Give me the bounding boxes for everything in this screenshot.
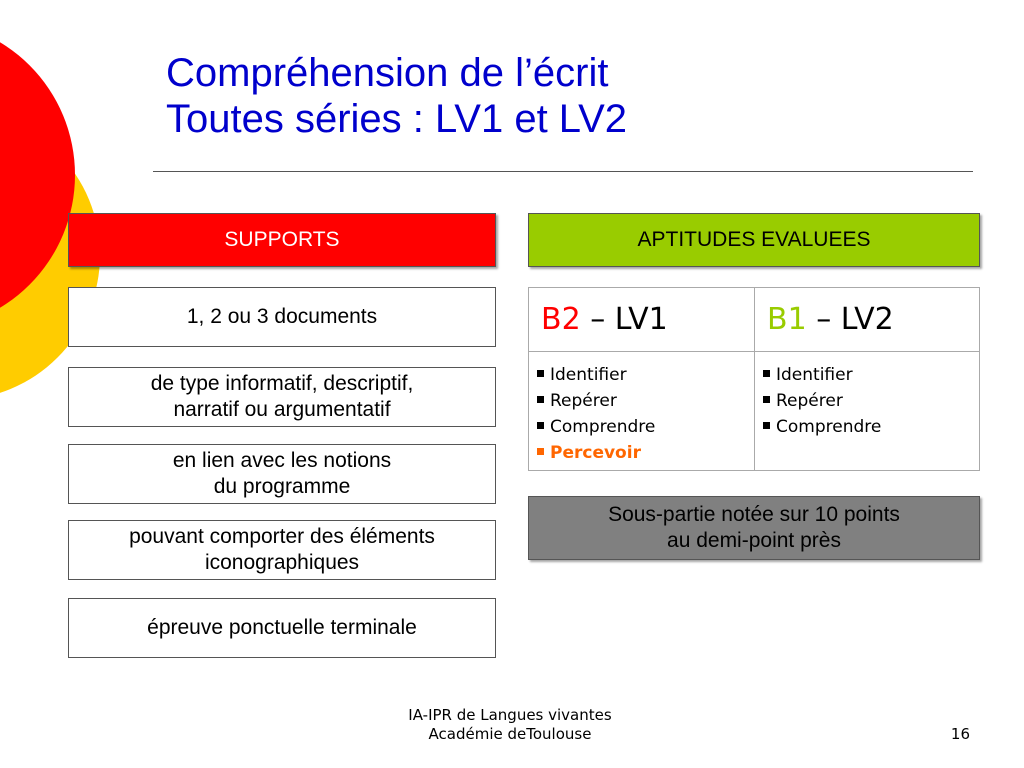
bullet-icon (537, 448, 544, 455)
bullet-icon (763, 396, 770, 403)
aptitudes-column-lv2 (755, 288, 979, 470)
language-label-lv1: – LV1 (580, 302, 668, 337)
support-item-text: 1, 2 ou 3 documents (186, 305, 378, 328)
list-item-text: Repérer (776, 391, 843, 411)
language-label-lv2: – LV2 (806, 302, 894, 337)
slide-title-line-2: Toutes séries : LV1 et LV2 (166, 97, 627, 141)
bullet-icon (763, 422, 770, 429)
footer-academy: Académie deToulouse (428, 725, 592, 743)
slide-title (166, 50, 627, 142)
support-item-text: en lien avec les notions (172, 449, 392, 472)
list-item-text: Identifier (550, 365, 627, 385)
footer-organization: IA-IPR de Langues vivantes (408, 706, 612, 724)
supports-header (68, 213, 496, 267)
list-item-text: Percevoir (550, 443, 641, 463)
list-item (763, 388, 979, 414)
support-item-documents (68, 287, 496, 347)
aptitudes-list-lv2 (755, 352, 979, 440)
aptitudes-column-lv1 (529, 288, 755, 470)
list-item-text: Comprendre (550, 417, 656, 437)
support-item-text: épreuve ponctuelle terminale (147, 616, 417, 639)
bullet-icon (537, 370, 544, 377)
support-item-text: du programme (213, 475, 351, 498)
list-item (763, 362, 979, 388)
list-item-highlighted (537, 440, 754, 466)
aptitudes-list-lv1 (529, 352, 754, 466)
supports-header-label: SUPPORTS (224, 228, 340, 251)
bullet-icon (763, 370, 770, 377)
support-item-terminal (68, 598, 496, 658)
support-item-text: iconographiques (204, 551, 360, 574)
support-item-notions (68, 444, 496, 504)
slide-footer (350, 706, 670, 744)
level-badge-b1: B1 (767, 302, 807, 337)
list-item (537, 362, 754, 388)
scoring-note-text: au demi-point près (667, 529, 841, 552)
aptitudes-column-heading (755, 288, 979, 352)
bullet-icon (537, 396, 544, 403)
aptitudes-header-label: APTITUDES EVALUEES (637, 228, 871, 251)
support-item-iconographic (68, 520, 496, 580)
support-item-text: pouvant comporter des éléments (129, 525, 435, 548)
support-item-text: de type informatif, descriptif, (150, 372, 414, 395)
aptitudes-column-heading (529, 288, 754, 352)
aptitudes-header (528, 213, 980, 267)
support-item-type (68, 367, 496, 427)
title-divider (153, 171, 973, 172)
aptitudes-table (528, 287, 980, 471)
slide-title-line-1: Compréhension de l’écrit (166, 51, 609, 95)
list-item (537, 388, 754, 414)
scoring-note-text: Sous-partie notée sur 10 points (608, 503, 900, 526)
support-item-text: narratif ou argumentatif (173, 398, 391, 421)
list-item (763, 414, 979, 440)
list-item-text: Repérer (550, 391, 617, 411)
scoring-note (528, 496, 980, 560)
bullet-icon (537, 422, 544, 429)
slide-number: 16 (950, 725, 970, 743)
list-item-text: Identifier (776, 365, 853, 385)
level-badge-b2: B2 (541, 302, 581, 337)
list-item (537, 414, 754, 440)
list-item-text: Comprendre (776, 417, 882, 437)
